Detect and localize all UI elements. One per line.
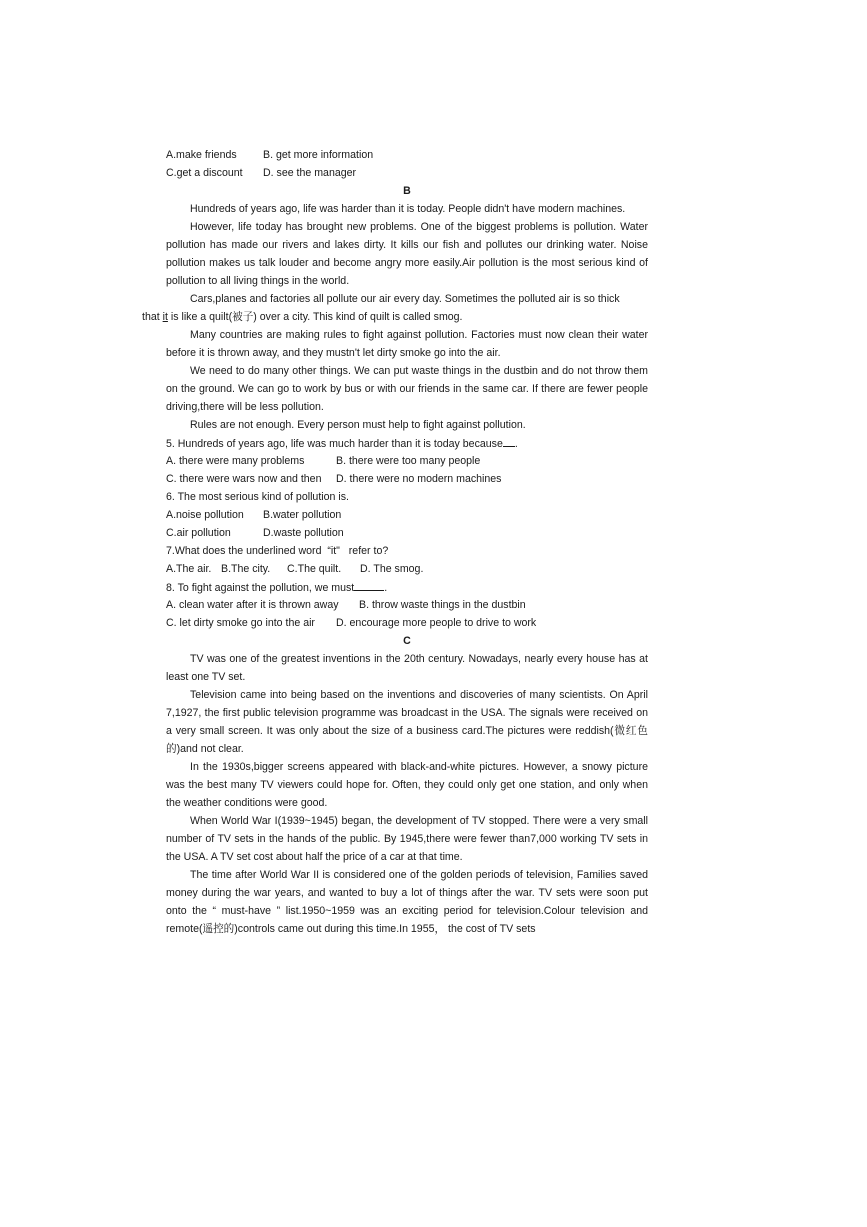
q5-stem <box>166 434 648 452</box>
q8-stem-end: . <box>384 582 388 594</box>
section-b-paragraph-2: However, life today has brought new problems. One of the biggest problems is pollution. Water pollution has made our rivers and lakes dirty. It kills our fish and pollutes our drinking water. Noise pollution makes us talk louder and become angry more easily.Air pollution is the most serious kind of pollution to all living things in the world. <box>166 221 648 287</box>
underlined-word-it: it <box>162 311 168 323</box>
q5-options-row-2 <box>166 470 648 488</box>
q4-option-a: A.make friends <box>166 149 237 161</box>
section-c-paragraph-3: In the 1930s,bigger screens appeared with black-and-white pictures. However, a snowy picture was the best many TV viewers could hope for. Often, they could only get one station, and only when the weather conditions were good. <box>166 761 648 809</box>
q8-option-a: A. clean water after it is thrown away <box>166 599 339 611</box>
q6-options-row-1 <box>166 506 648 524</box>
q7-option-b: B.The city. <box>221 563 271 575</box>
section-b-heading: B <box>403 185 411 197</box>
section-b-paragraph-3-line-1: Cars,planes and factories all pollute our air every day. Sometimes the polluted air is so thick <box>190 293 620 305</box>
section-b-paragraph-3-post: is like a quilt(被子) over a city. This kind of quilt is called smog. <box>167 311 463 323</box>
section-b-paragraph-1: Hundreds of years ago, life was harder than it is today. People didn't have modern machines. <box>190 203 626 215</box>
q8-answer-blank[interactable] <box>354 578 384 591</box>
section-b-paragraph-5: We need to do many other things. We can put waste things in the dustbin and do not throw them on the ground. We can go to work by bus or with our friends in the same car. If there are fewer people driving,there will be less pollution. <box>166 365 648 413</box>
q6-option-b: B.water pollution <box>263 509 342 521</box>
q6-option-c: C.air pollution <box>166 527 231 539</box>
section-c-paragraph-4: When World War I(1939~1945) began, the development of TV stopped. There were a very small number of TV sets in the hands of the public. By 1945,there were fewer than7,000 working TV sets in the USA. A TV set cost about half the price of a car at that time. <box>166 815 648 863</box>
q7-option-c: C.The quilt. <box>287 563 342 575</box>
q8-option-d: D. encourage more people to drive to work <box>336 617 537 629</box>
section-c-paragraph-1: TV was one of the greatest inventions in the 20th century. Nowadays, nearly every house has at least one TV set. <box>166 653 648 683</box>
section-c-heading: C <box>403 635 411 647</box>
q5-option-a: A. there were many problems <box>166 455 305 467</box>
q4-options-row-2 <box>166 164 648 182</box>
q7-option-d: D. The smog. <box>360 563 424 575</box>
q6-options-row-2 <box>166 524 648 542</box>
q8-stem-text: 8. To fight against the pollution, we must <box>166 582 355 594</box>
q5-options-row-1 <box>166 452 648 470</box>
q8-option-b: B. throw waste things in the dustbin <box>359 599 526 611</box>
q8-options-row-2 <box>166 614 648 632</box>
q4-options-row-1 <box>166 146 648 164</box>
q5-stem-text: 5. Hundreds of years ago, life was much harder than it is today because <box>166 438 503 450</box>
q7-options-row <box>166 560 648 578</box>
section-c-paragraph-2: Television came into being based on the inventions and discoveries of many scientists. On April 7,1927, the first public television programme was broadcast in the USA. The signals were received on a very small screen. It was only about the size of a business card.The pictures were reddish(微红色的)and not clear. <box>166 689 648 755</box>
q5-option-b: B. there were too many people <box>336 455 481 467</box>
q5-option-c: C. there were wars now and then <box>166 473 322 485</box>
q4-option-b: B. get more information <box>263 149 374 161</box>
q4-option-c: C.get a discount <box>166 167 243 179</box>
q7-stem: 7.What does the underlined word “it" refer to? <box>166 545 389 557</box>
q4-option-d: D. see the manager <box>263 167 357 179</box>
q6-stem: 6. The most serious kind of pollution is. <box>166 491 349 503</box>
q6-option-d: D.waste pollution <box>263 527 344 539</box>
worksheet-page <box>142 146 648 938</box>
section-b-paragraph-3 <box>142 290 648 326</box>
q7-option-a: A.The air. <box>166 563 212 575</box>
q5-option-d: D. there were no modern machines <box>336 473 502 485</box>
q5-stem-end: . <box>514 438 518 450</box>
section-b-paragraph-4: Many countries are making rules to fight against pollution. Factories must now clean their water before it is thrown away, and they mustn't let dirty smoke go into the air. <box>166 329 648 359</box>
q5-answer-blank[interactable] <box>503 434 515 447</box>
section-c-paragraph-5: The time after World War II is considered one of the golden periods of television, Families saved money during the war years, and wanted to buy a lot of things after the war. TV sets were soon put onto the “ must-have ” list.1950~1959 was an exciting period for television.Colour television and remote(遥控的)controls came out during this time.In 1955， the cost of TV sets <box>166 869 648 935</box>
q8-stem <box>166 578 648 596</box>
section-b-paragraph-3-pre: that <box>142 311 163 323</box>
q8-options-row-1 <box>166 596 648 614</box>
q8-option-c: C. let dirty smoke go into the air <box>166 617 315 629</box>
section-b-paragraph-6: Rules are not enough. Every person must help to fight against pollution. <box>190 419 526 431</box>
q6-option-a: A.noise pollution <box>166 509 244 521</box>
